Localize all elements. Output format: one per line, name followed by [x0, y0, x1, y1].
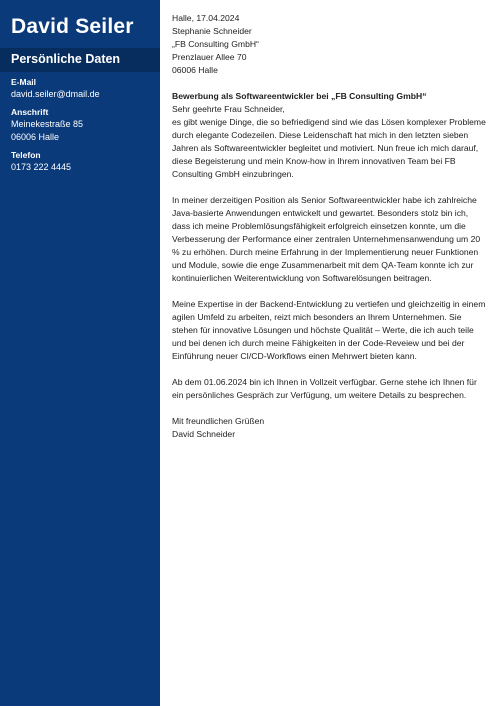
- personal-data-title: Persönliche Daten: [11, 52, 121, 66]
- cover-letter: [172, 12, 488, 441]
- letter-date: Halle, 17.04.2024: [172, 13, 240, 23]
- phone-label: Telefon: [11, 150, 41, 160]
- body-paragraph: Meine Expertise in der Backend-Entwicklung zu vertiefen und gleichzeitig in einem agilen Umfeld zu arbeiten, reizt mich besonders an Ihrem Unternehmen. Sie stehen für innovative Lösungen und höchste Qualität – Werte, die ich auch teile und bei denen ich durch meine Fähigkeiten in der Code-Reveiew und bei der Einführung neuer CI/CD-Workflows einen Mehrwert bieten kann.: [172, 299, 486, 361]
- sidebar: [0, 0, 160, 706]
- email-label: E-Mail: [11, 77, 37, 87]
- address-block: [11, 107, 156, 144]
- address-line-1: Meinekestraße 85: [11, 119, 84, 129]
- body-paragraph: Ab dem 01.06.2024 bin ich Ihnen in Vollzeit verfügbar. Gerne stehe ich Ihnen für ein persönliches Gespräch zur Verfügung, um weitere Details zu besprechen.: [172, 377, 477, 400]
- recipient-address: [172, 25, 488, 77]
- email-block: [11, 77, 156, 101]
- recipient-company: „FB Consulting GmbH“: [172, 39, 259, 49]
- personal-data-header: [0, 48, 160, 72]
- address-line-2: 06006 Halle: [11, 132, 60, 142]
- applicant-name: David Seiler: [11, 15, 134, 38]
- recipient-name: Stephanie Schneider: [172, 26, 252, 36]
- body-paragraph: In meiner derzeitigen Position als Senior Softwareentwickler habe ich zahlreiche Java-basierte Anwendungen entwickelt und gewartet. Besonders stolz bin ich, dass ich meine Problemlösungsfähigkeit erfolgreich einsetzen konnte, um die Verbesserung der Performance einer zentralen Unternehmensanwendung um 20 % zu erhöhen. Durch meine Erfahrung in der Implementierung neuer Funktionen und Module, sowie die enge Zusammenarbeit mit dem QA-Team konnte ich zur kontinuierlichen Weiterentwicklung von Softwarelösungen beitragen.: [172, 195, 481, 283]
- email-value: david.seiler@dmail.de: [11, 89, 100, 99]
- letter-closing: Mit freundlichen Grüßen: [172, 416, 265, 426]
- body-paragraph: es gibt wenige Dinge, die so befriedigend sind wie das Lösen komplexer Probleme durch elegante Codezeilen. Diese Leidenschaft hat mich in den letzten sieben Jahren als Softwareentwickler begleitet und motiviert. Nun freue ich mich darauf, diese Begeisterung und mein Know-how in Ihrem innovativen Team bei FB Consulting GmbH einzubringen.: [172, 117, 486, 179]
- phone-block: [11, 150, 156, 174]
- letter-salutation: Sehr geehrte Frau Schneider,: [172, 104, 285, 114]
- recipient-city: 06006 Halle: [172, 65, 218, 75]
- address-label: Anschrift: [11, 107, 49, 117]
- recipient-street: Prenzlauer Allee 70: [172, 52, 247, 62]
- phone-value: 0173 222 4445: [11, 162, 72, 172]
- letter-subject: Bewerbung als Softwareentwickler bei „FB Consulting GmbH“: [172, 91, 427, 101]
- letter-signature: David Schneider: [172, 429, 236, 439]
